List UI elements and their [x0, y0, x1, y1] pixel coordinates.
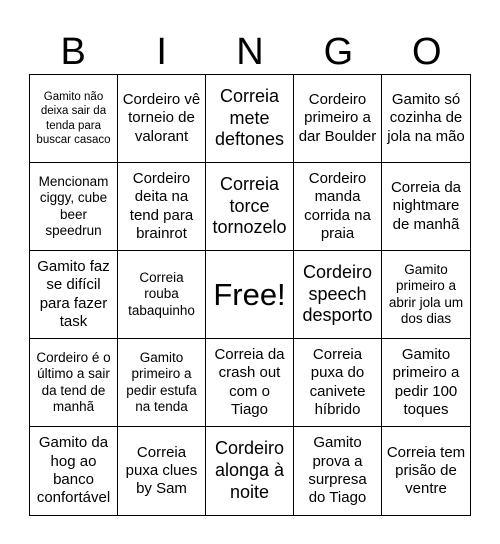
bingo-cell[interactable]: Cordeiro primeiro a dar Boulder: [294, 75, 382, 163]
bingo-cell[interactable]: Gamito da hog ao banco confortável: [30, 427, 118, 515]
bingo-cell[interactable]: Gamito não deixa sair da tenda para buscar casaco: [30, 75, 118, 163]
bingo-cell[interactable]: Correia tem prisão de ventre: [386, 443, 466, 498]
bingo-cell[interactable]: Correia mete deftones: [206, 75, 294, 163]
bingo-cell[interactable]: Cordeiro deita na tend para brainrot: [118, 163, 206, 251]
bingo-cell[interactable]: Gamito primeiro a pedir estufa na tenda: [118, 339, 206, 427]
bingo-cell[interactable]: Gamito primeiro a pedir 100 toques: [382, 339, 470, 427]
header-letter-o: O: [412, 30, 442, 73]
bingo-cell[interactable]: Gamito faz se difícil para fazer task: [30, 251, 118, 339]
header-letter-n: N: [236, 30, 264, 73]
bingo-header: [29, 30, 471, 74]
bingo-board: [29, 74, 471, 516]
bingo-cell[interactable]: Correia puxa clues by Sam: [118, 427, 206, 515]
header-letter-g: G: [323, 30, 354, 73]
header-letter-i: I: [156, 30, 167, 73]
bingo-cell[interactable]: Cordeiro manda corrida na praia: [294, 163, 382, 251]
free-space-cell[interactable]: Free!: [206, 251, 294, 339]
bingo-cell[interactable]: Cordeiro alonga à noite: [206, 427, 294, 515]
bingo-cell[interactable]: Correia torce tornozelo: [206, 163, 294, 251]
bingo-cell[interactable]: Correia da nightmare de manhã: [382, 163, 470, 251]
bingo-cell[interactable]: Gamito primeiro a abrir jola um dos dias: [382, 251, 470, 339]
bingo-cell[interactable]: Gamito prova a surpresa do Tiago: [294, 427, 382, 515]
bingo-cell[interactable]: Gamito só cozinha de jola na mão: [382, 75, 470, 163]
header-letter-b: B: [60, 30, 86, 73]
bingo-cell[interactable]: Cordeiro speech desporto: [294, 251, 382, 339]
bingo-cell[interactable]: Cordeiro é o último a sair da tend de manhã: [30, 339, 118, 427]
bingo-cell[interactable]: Correia puxa do canivete híbrido: [294, 339, 382, 427]
bingo-cell[interactable]: Mencionam ciggy, cube beer speedrun: [30, 163, 118, 251]
bingo-cell[interactable]: Correia da crash out com o Tiago: [206, 339, 294, 427]
bingo-cell[interactable]: Cordeiro vê torneio de valorant: [118, 75, 206, 163]
bingo-cell[interactable]: Correia rouba tabaquinho: [118, 251, 206, 339]
